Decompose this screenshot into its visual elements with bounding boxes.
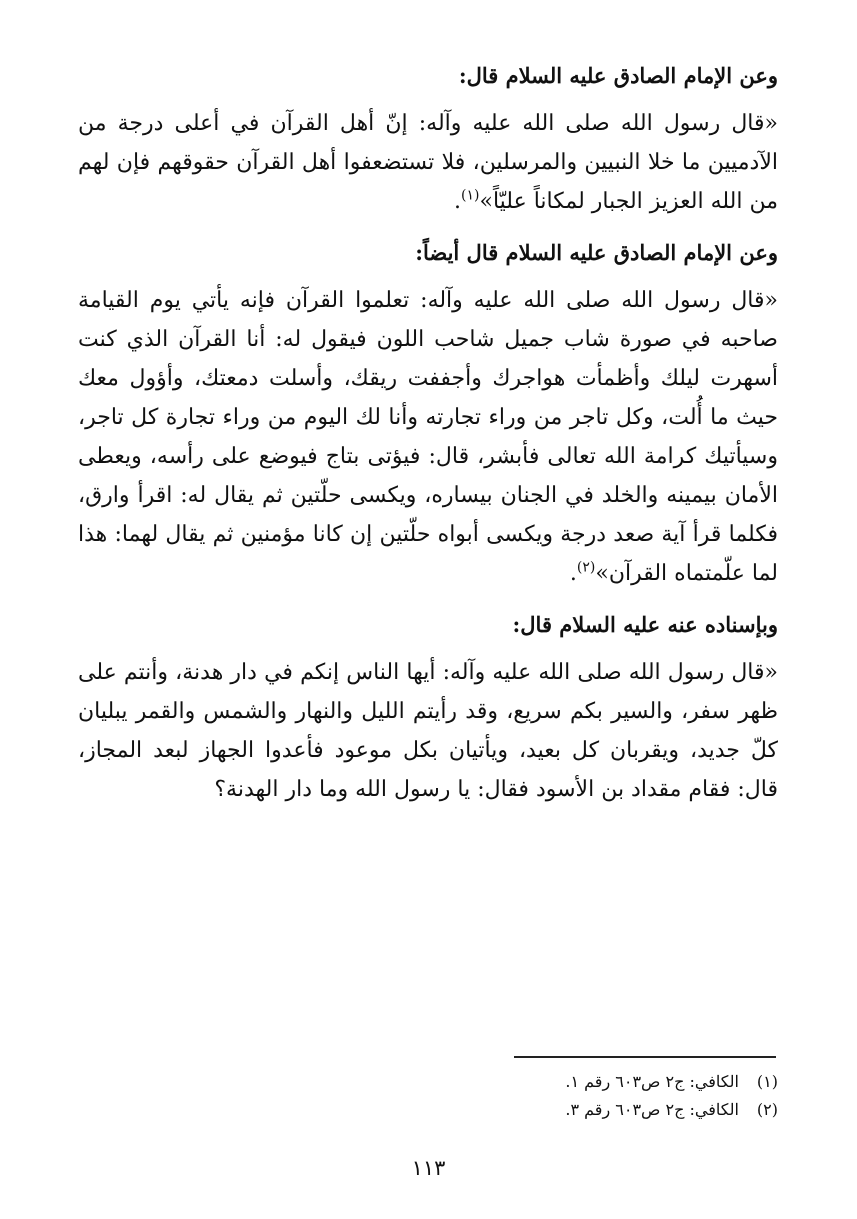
footnote-text: الكافي: ج٢ ص٦٠٣ رقم ١. bbox=[565, 1072, 739, 1091]
footnotes bbox=[78, 1068, 778, 1124]
footnote-text: الكافي: ج٢ ص٦٠٣ رقم ٣. bbox=[565, 1100, 739, 1119]
footnote-item bbox=[78, 1096, 778, 1124]
section-heading: وعن الإمام الصادق عليه السلام قال أيضاً: bbox=[415, 240, 778, 265]
footnote-divider bbox=[514, 1056, 776, 1058]
section-1 bbox=[78, 58, 778, 221]
section-heading: وبإسناده عنه عليه السلام قال: bbox=[512, 612, 778, 637]
hadith-quote bbox=[78, 653, 778, 809]
footnote-number: (١) bbox=[756, 1072, 778, 1091]
section-2 bbox=[78, 235, 778, 593]
footnote-number: (٢) bbox=[756, 1100, 778, 1119]
quote-text: «قال رسول الله صلى الله عليه وآله: أيها الناس إنكم في دار هدنة، وأنتم على ظهر سفر، والسير بكم سريع، وقد رأيتم الليل والنهار والشمس والقمر يبليان كلّ جديد، ويقربان كل بعيد، ويأتيان بكل موعود فأعدوا الجهاز لبعد المجاز، قال: فقام مقداد بن الأسود فقال: يا رسول الله وما دار الهدنة؟ bbox=[78, 660, 778, 802]
quote-text: «قال رسول الله صلى الله عليه وآله: إنّ أهل القرآن في أعلى درجة من الآدميين ما خلا النبيين والمرسلين، فلا تستضعفوا أهل القرآن حقوقهم فإن لهم من الله العزيز الجبار لمكاناً عليّاً» bbox=[78, 111, 778, 214]
page-number: ١١٣ bbox=[411, 1156, 446, 1180]
quote-text: «قال رسول الله صلى الله عليه وآله: تعلموا القرآن فإنه يأتي يوم القيامة صاحبه في صورة شاب جميل شاحب اللون فيقول له: أنا القرآن الذي كنت أسهرت ليلك وأظمأت هواجرك وأجففت ريقك، وأسلت دمعتك، وأؤول معك حيث ما أُلت، وكل تاجر من وراء تجارته وأنا لك اليوم من وراء تجارة كل تاجر، وسيأتيك كرامة الله تعالى فأبشر، قال: فيؤتى بتاج فيوضع على رأسه، ويعطى الأمان بيمينه والخلد في الجنان بيساره، ويكسى حلّتين ثم يقال له: اقرأ وارق، فكلما قرأ آية صعد درجة ويكسى أبواه حلّتين إن كانا مؤمنين ثم يقال لهما: هذا لما علّمتماه القرآن» bbox=[78, 288, 778, 586]
page-body bbox=[78, 58, 778, 823]
hadith-quote: «قال رسول الله صلى الله عليه وآله: تعلموا القرآن فإنه يأتي يوم القيامة صاحبه في صورة شاب جميل شاحب اللون فيقول له: أنا القرآن الذي كنت أسهرت ليلك وأظمأت هواجرك وأجففت ريقك، وأسلت دمعتك، وأؤول معك حيث ما أُلت، وكل تاجر من وراء تجارته وأنا لك اليوم من وراء تجارة كل تاجر، وسيأتيك كرامة الله تعالى فأبشر، قال: فيؤتى بتاج فيوضع على رأسه، ويعطى الأمان بيمينه والخلد في الجنان بيساره، ويكسى حلّتين ثم يقال له: اقرأ وارق، فكلما قرأ آية صعد درجة ويكسى أبواه حلّتين إن كانا مؤمنين ثم يقال لهما: هذا لما علّمتماه القرآن»$^{(٢)}$. bbox=[78, 288, 778, 586]
section-3 bbox=[78, 607, 778, 809]
hadith-quote: «قال رسول الله صلى الله عليه وآله: إنّ أهل القرآن في أعلى درجة من الآدميين ما خلا النبيين والمرسلين، فلا تستضعفوا أهل القرآن حقوقهم فإن لهم من الله العزيز الجبار لمكاناً عليّاً»$^{(١)}$. bbox=[78, 111, 778, 214]
footnote-marker[interactable]: (٢) bbox=[576, 559, 596, 576]
footnote-item bbox=[78, 1068, 778, 1096]
footnote-marker[interactable]: (١) bbox=[461, 187, 480, 204]
section-heading: وعن الإمام الصادق عليه السلام قال: bbox=[458, 63, 778, 88]
